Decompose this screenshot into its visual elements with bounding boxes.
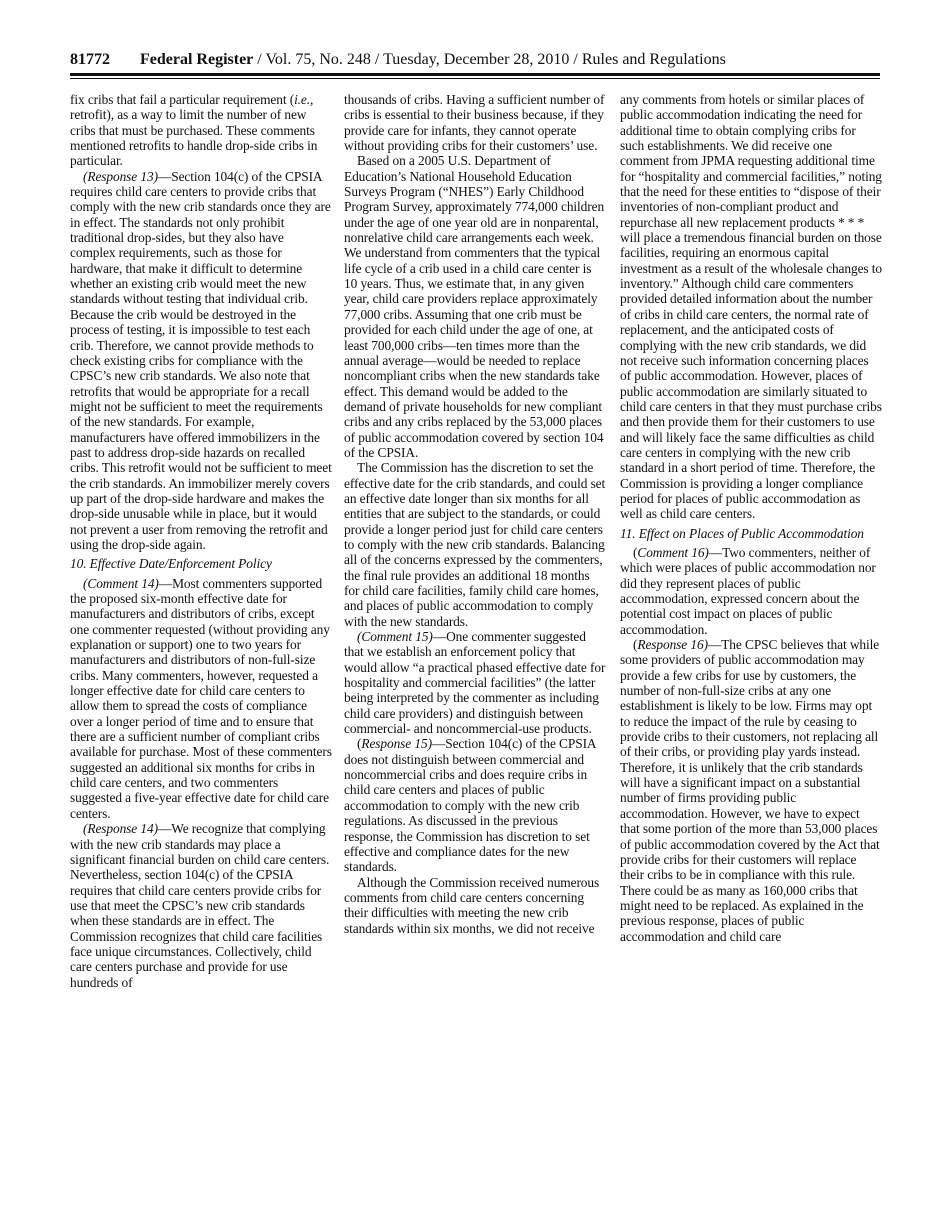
header-rule-thin — [70, 78, 880, 79]
text-run: —Two commenters, neither of which were places of public accommodation nor did they represent places of public accommodation, expressed concern about the potential cost impact on places of public accommodation. — [620, 544, 876, 637]
paragraph — [620, 637, 882, 944]
text-run: —The CPSC believes that while some providers of public accommodation may provide a few cribs for use by customers, the number of non-full-size cribs at any one establishment is likely to be low. Firms may opt to reduce the impact of the rule by ceasing to provide cribs to their customers, not replacing all of their cribs, or providing play yards instead. Therefore, it is unlikely that the crib standards will have a significant impact on a substantial number of firms providing public accommodation. However, we have to expect that some portion of the more than 53,000 places of public accommodation covered by the Act that provide cribs for their customers will replace their cribs to be in compliance with this rule. There could be as many as 160,000 cribs that might need to be replaced. As explained in the previous response, places of public accommodation and child care — [620, 637, 880, 944]
paragraph: The Commission has the discretion to set the effective date for the crib standards, and could set an effective date longer than six months for all entities that are subject to the standards, or could provide a longer period just for child care centers to comply with the new crib standards. Balancing all of the concerns expressed by the commenters, the final rule provides an additional 18 months for child care facilities, family child care homes, and places of public accommodation to comply with the new standards. — [344, 460, 606, 629]
header-citation: / Vol. 75, No. 248 / Tuesday, December 28, 2010 / Rules and Regulations — [253, 51, 726, 68]
response-label: Response 16) — [637, 637, 708, 653]
response-label: (Response 13) — [83, 168, 158, 184]
paragraph — [70, 576, 332, 822]
paragraph — [70, 169, 332, 553]
paragraph — [70, 821, 332, 990]
page-number: 81772 — [70, 51, 110, 68]
paragraph — [620, 545, 882, 637]
comment-label: Comment 16) — [637, 544, 709, 560]
header-rule-thick — [70, 73, 880, 76]
italic-text: i.e., — [294, 92, 314, 107]
text-column-2 — [344, 92, 606, 936]
paragraph: Based on a 2005 U.S. Department of Education’s National Household Education Surveys Program (“NHES”) Early Childhood Program Survey, approximately 774,000 children under the age of one year old are in nonparental, nonrelative child care arrangements each week. We understand from commenters that the typical life cycle of a crib used in a child care center is 10 years. Thus, we estimate that, in any given year, child care providers replace approximately 77,000 cribs. Assuming that one crib must be provided for each child under the age of one, at least 700,000 cribs—ten times more than the annual average—would be needed to replace noncompliant cribs when the new standards take effect. This demand would be added to the demand of private households for new compliant cribs and any cribs replaced by the 53,000 places of public accommodation covered by section 104 of the CPSIA. — [344, 153, 605, 460]
page-header — [70, 50, 880, 72]
response-label: Response 15) — [361, 736, 432, 752]
text-run: ( — [633, 544, 638, 560]
text-column-3 — [620, 92, 882, 944]
paragraph — [70, 92, 332, 169]
text-run: retrofit), as a way to limit the number of new cribs that must be purchased. These comments mentioned retrofits to handle drop-side cribs in particular. — [70, 107, 318, 169]
comment-label: (Comment 15) — [357, 629, 433, 645]
paragraph — [344, 736, 606, 874]
text-run: —We recognize that complying with the new crib standards may place a significant financial burden on child care centers. Nevertheless, section 104(c) of the CPSIA requires that child care centers provide cribs for use that meet the CPSC’s new crib standards when these standards are in effect. The Commission recognizes that child care facilities face unique circumstances. Collectively, child care centers purchase and provide for use hundreds of — [70, 821, 330, 990]
section-heading: 10. Effective Date/Enforcement Policy — [70, 556, 272, 572]
paragraph: thousands of cribs. Having a sufficient number of cribs is essential to their business because, if they provide care for infants, they cannot operate without providing cribs for their customers’ use. — [344, 92, 605, 154]
text-run: —Section 104(c) of the CPSIA does not distinguish between commercial and noncommercial cribs and does require cribs in child care centers and places of public accommodation to comply with the new crib regulations. As discussed in the previous response, the Commission has discretion to set effective and compliance dates for the new standards. — [344, 736, 596, 875]
publication-name: Federal Register — [140, 51, 254, 68]
text-run: fix cribs that fail a particular requirement ( — [70, 92, 295, 107]
paragraph — [344, 629, 606, 736]
text-run: ( — [633, 637, 638, 653]
text-column-1 — [70, 92, 332, 990]
paragraph: any comments from hotels or similar places of public accommodation indicating the need for additional time to obtain complying cribs for such establishments. We did receive one comment from JPMA requesting additional time for “hospitality and commercial facilities,” noting that the need for these entities to “dispose of their inventories of non-compliant product and repurchase all new replacement products * * * will place a tremendous financial burden on those facilities, requiring an enormous capital investment as a result of the wholesale changes to inventory.” Although child care commenters provided detailed information about the number of cribs in child care centers, the normal rate of replacement, and the anticipated costs of complying with the new crib standards, we did not receive such information concerning places of public accommodation. However, places of public accommodation are similarly situated to child care centers in that they must purchase cribs and then provide them for their customers to use and will likely face the same difficulties as child care centers in complying with the new crib standard in a short period of time. Therefore, the Commission is providing a longer compliance period for places of public accommodation as well as child care centers. — [620, 92, 882, 522]
paragraph: Although the Commission received numerous comments from child care centers concerning their difficulties with meeting the new crib standards within six months, we did not receive — [344, 874, 600, 936]
text-run: —Most commenters supported the proposed six-month effective date for manufacturers and distributors of cribs, except one commenter requested (without providing any explanation or support) one to two years for manufacturers and distributors of non-full-size cribs. Many commenters, however, requested a longer effective date for child care centers to allow them to spread the costs of compliance over a longer period of time and to ensure that there are a sufficient number of compliant cribs available for purchase. Most of these commenters suggested an additional six months for cribs in child care centers, and two commenters suggested a five-year effective date for child care centers. — [70, 575, 332, 821]
text-run: —One commenter suggested that we establish an enforcement policy that would allow “a practical phased effective date for hospitality and commercial facilities” (the latter being interpreted by the commenter as including child care providers) and distinguish between commercial- and noncommercial-use products. — [344, 629, 606, 737]
text-run: —Section 104(c) of the CPSIA requires child care centers to provide cribs that comply with the new crib standards once they are in effect. The standards not only prohibit traditional drop-sides, but they also have complex requirements, such as those for hardware, that make it difficult to determine whether an existing crib would meet the new standards without testing that individual crib. Because the crib would be destroyed in the process of testing, it is impossible to test each crib. Therefore, we cannot provide methods to check existing cribs for compliance with the CPSC’s new crib standards. We also note that retrofits that would be appropriate for a recall might not be sufficient to meet the requirements of the new standards. For example, manufacturers have offered immobilizers in the past to address drop-side hazards on recalled cribs. This retrofit would not be sufficient to meet the crib standards. An immobilizer merely covers up part of the drop-side hardware and makes the drop-side unusable while in place, but it would not prevent a user from removing the retrofit and using the drop-side again. — [70, 168, 332, 552]
comment-label: (Comment 14) — [83, 575, 159, 591]
text-run: ( — [357, 736, 362, 752]
section-heading: 11. Effect on Places of Public Accommodation — [620, 525, 864, 541]
response-label: (Response 14) — [83, 821, 158, 837]
